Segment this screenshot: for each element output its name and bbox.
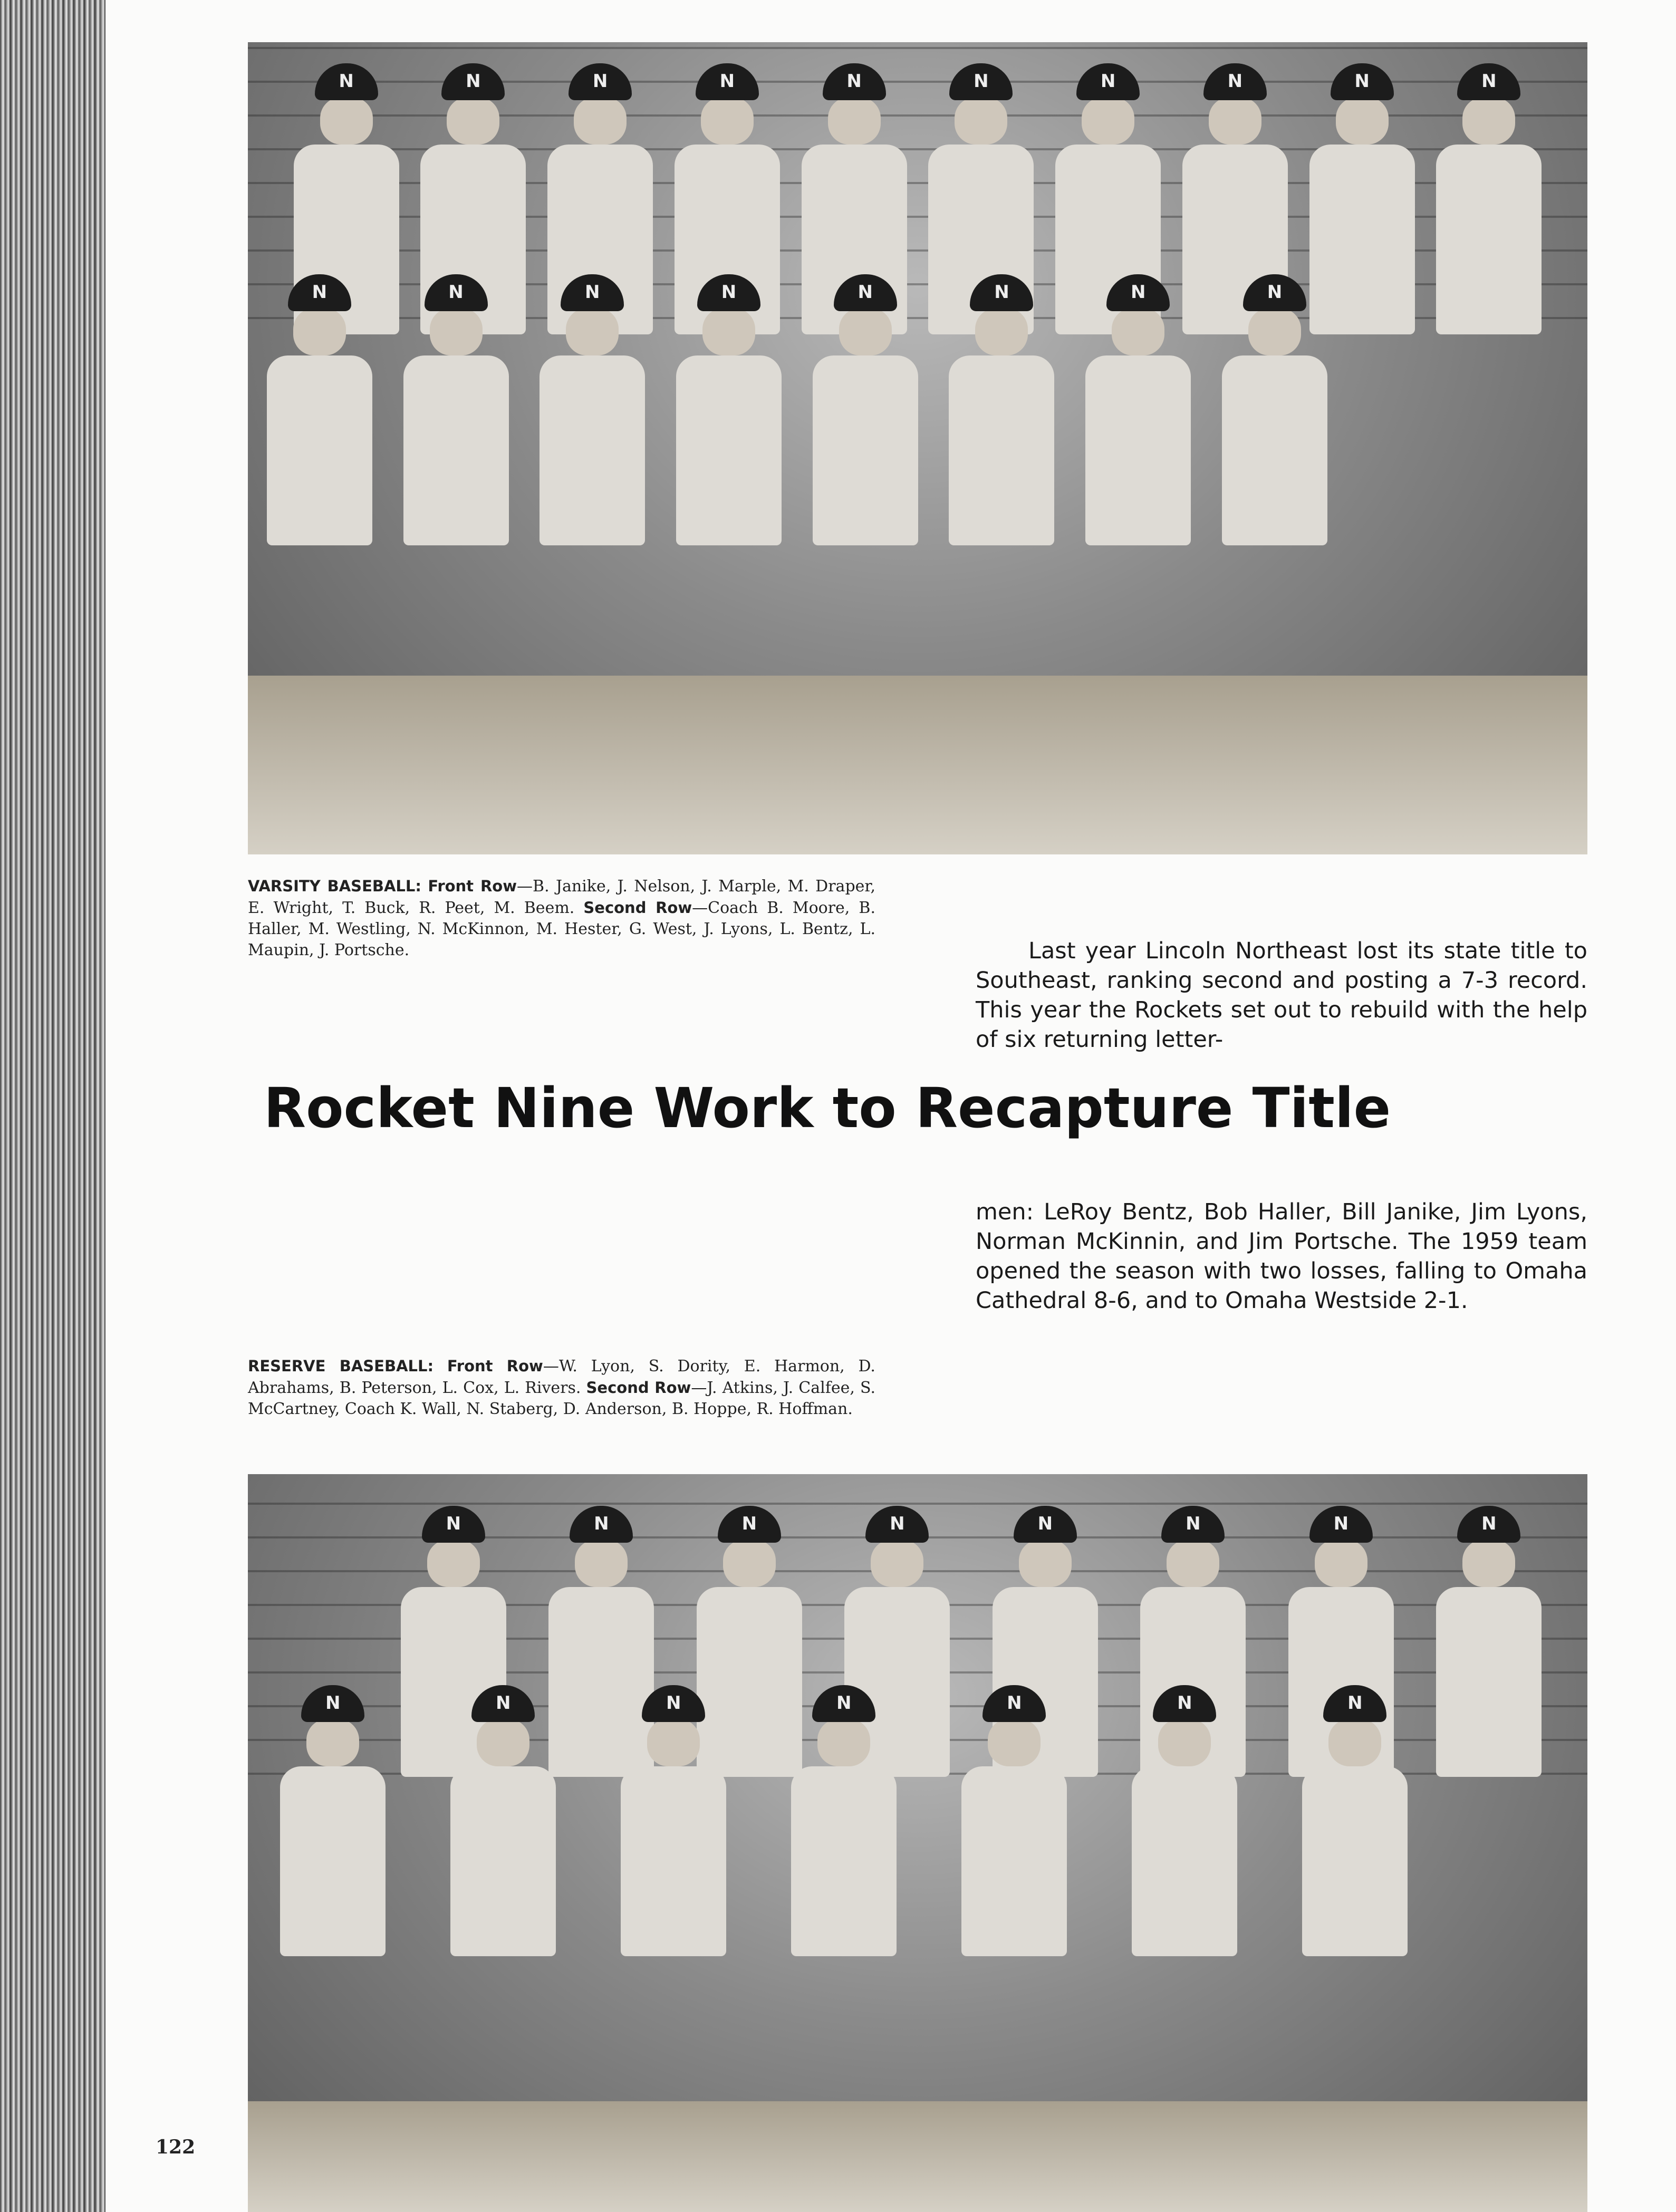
player-figure <box>629 1685 718 1956</box>
front-row-names: —W. Lyon, S. Dority, E. Harmon, D. Abrahams, B. Peterson, L. Cox, L. Rivers. <box>248 1357 875 1397</box>
field-ground <box>248 676 1587 854</box>
varsity-front-row <box>275 274 1319 545</box>
player-figure <box>799 1685 889 1956</box>
page-number: 122 <box>156 2136 196 2158</box>
book-page-edges <box>0 0 105 2212</box>
reserve-caption-label: RESERVE BASEBALL: <box>248 1357 434 1375</box>
player-figure <box>288 1685 378 1956</box>
front-row-label: Front Row <box>428 877 517 895</box>
player-figure <box>1230 274 1319 545</box>
player-figure <box>458 1685 548 1956</box>
second-row-label: Second Row <box>583 899 692 917</box>
player-figure <box>969 1685 1059 1956</box>
player-figure <box>957 274 1046 545</box>
second-row-names: —J. Atkins, J. Calfee, S. McCartney, Coach K. Wall, N. Staberg, D. Anderson, B. Hoppe, R. Hoffman. <box>248 1379 875 1418</box>
varsity-team-photo <box>248 42 1587 854</box>
player-figure <box>547 274 637 545</box>
player-figure <box>684 274 774 545</box>
story-paragraph-1: Last year Lincoln Northeast lost its state title to Southeast, ranking second and posting a 7-3 record. This year the Rockets set out to rebuild with the help of six returning letter- <box>976 938 1587 1053</box>
reserve-front-row <box>288 1685 1400 1956</box>
player-figure <box>275 274 364 545</box>
player-figure <box>1444 63 1534 334</box>
player-figure <box>1444 1506 1534 1777</box>
front-row-label: Front Row <box>447 1357 543 1375</box>
front-row-names: —B. Janike, J. Nelson, J. Marple, M. Draper, E. Wright, T. Buck, R. Peet, M. Beem. <box>248 877 875 917</box>
player-figure <box>821 274 910 545</box>
player-figure <box>1093 274 1183 545</box>
reserve-team-photo <box>248 1474 1587 2212</box>
reserve-caption <box>248 1355 875 1420</box>
player-figure <box>411 274 501 545</box>
second-row-names: —Coach B. Moore, B. Haller, M. Westling, N. McKinnon, M. Hester, G. West, J. Lyons, L. Bentz, L. Maupin, J. Portsche. <box>248 899 875 959</box>
second-row-label: Second Row <box>586 1379 691 1397</box>
field-ground <box>248 2101 1587 2212</box>
player-figure <box>1317 63 1407 334</box>
story-paragraph-2: men: LeRoy Bentz, Bob Haller, Bill Janike, Jim Lyons, Norman McKinnin, and Jim Portsche. The 1959 team opened the season with two losses, falling to Omaha Cathedral 8-6, and to Omaha Westside 2-1. <box>976 1199 1587 1314</box>
varsity-caption-label: VARSITY BASEBALL: <box>248 877 421 895</box>
player-figure <box>1140 1685 1229 1956</box>
varsity-caption <box>248 876 875 961</box>
player-figure <box>1310 1685 1400 1956</box>
headline: Rocket Nine Work to Recapture Title <box>264 1076 1391 1140</box>
yearbook-page <box>105 0 1676 2212</box>
